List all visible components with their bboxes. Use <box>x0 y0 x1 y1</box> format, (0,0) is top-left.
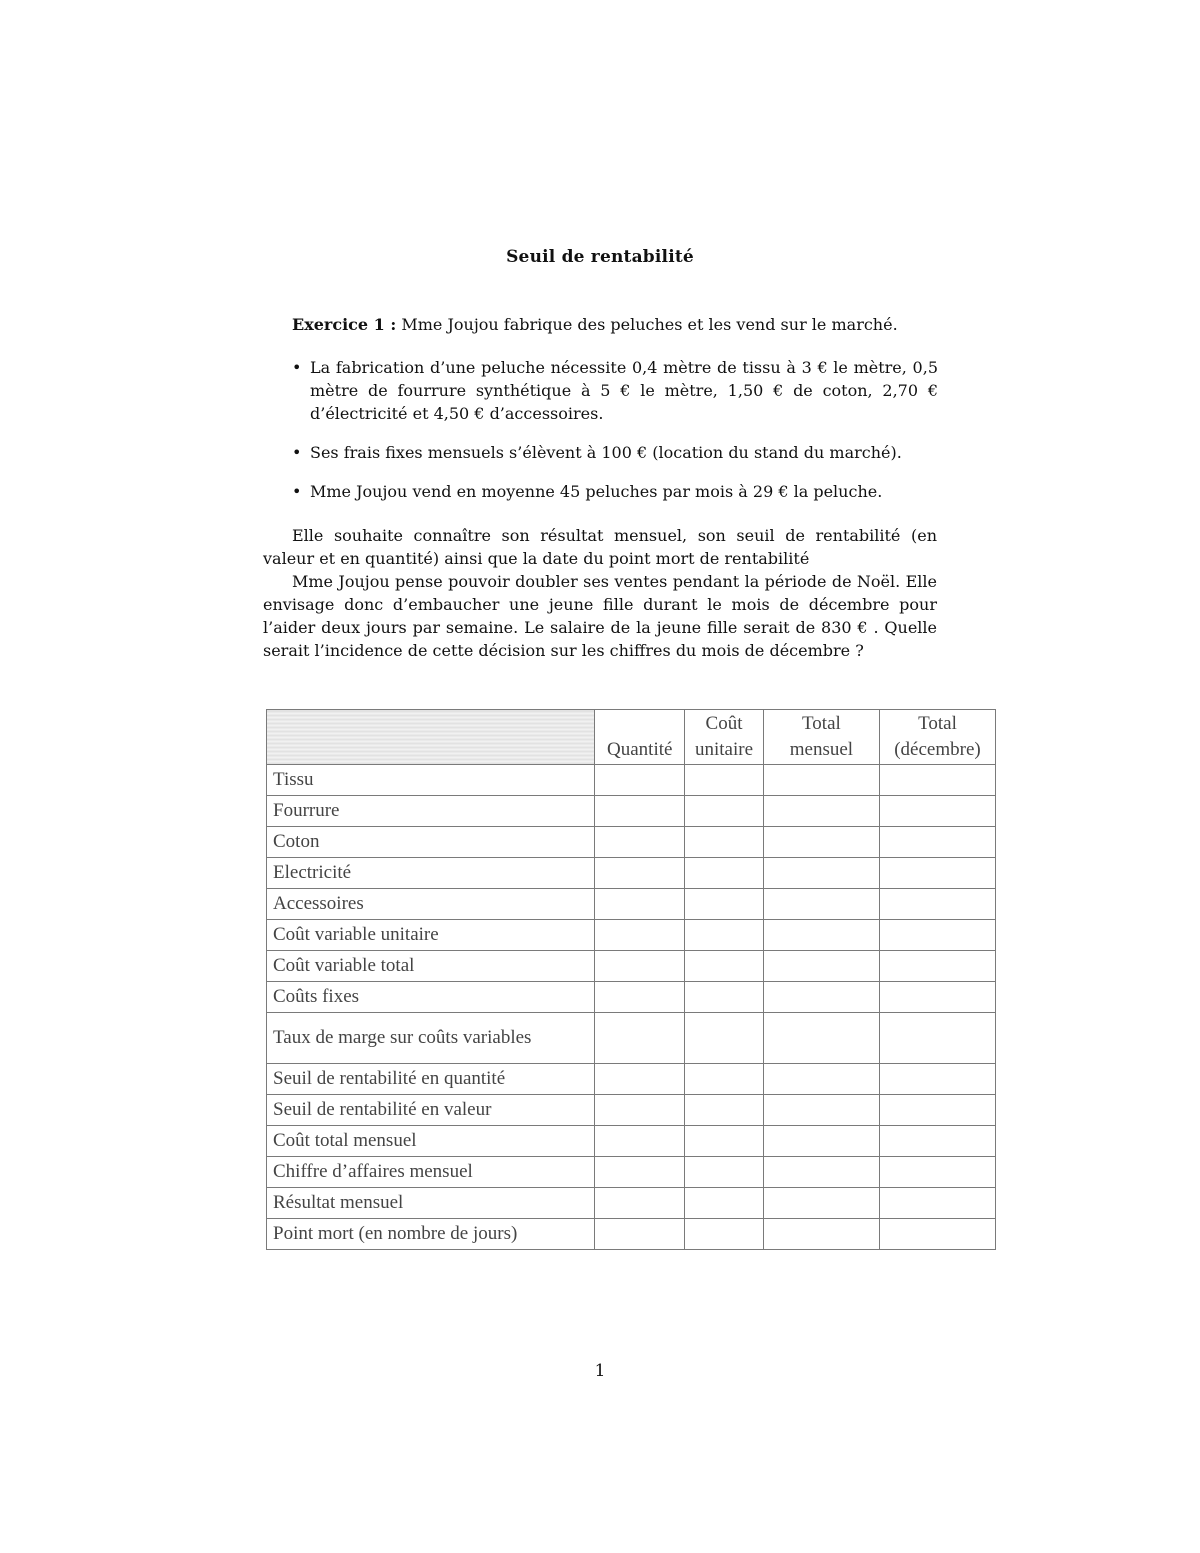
table-row <box>267 1095 996 1126</box>
paragraph: Elle souhaite connaître son résultat mensuel, son seuil de rentabilité (en valeur et en quantité) ainsi que la date du point mort de rentabilité <box>263 526 937 568</box>
table-cell-empty <box>685 827 764 858</box>
page-number: 1 <box>594 1361 606 1381</box>
table-row <box>267 889 996 920</box>
table-cell-empty <box>879 889 995 920</box>
table-cell-empty <box>879 951 995 982</box>
table-row <box>267 1219 996 1250</box>
table-cell-empty <box>595 920 685 951</box>
table-row <box>267 858 996 889</box>
bullet-item <box>292 441 938 464</box>
table-cell-empty <box>595 858 685 889</box>
exercise-intro-text: Mme Joujou fabrique des peluches et les vend sur le marché. <box>401 315 898 334</box>
table-cell-empty <box>763 982 879 1013</box>
table-cell-empty <box>763 1219 879 1250</box>
table-cell-empty <box>879 1064 995 1095</box>
table-cell-empty <box>879 858 995 889</box>
table-row <box>267 982 996 1013</box>
table-cell-empty <box>685 1219 764 1250</box>
table-cell-empty <box>879 1157 995 1188</box>
table-cell-empty <box>685 796 764 827</box>
bullet-icon: • <box>292 443 302 462</box>
row-label: Taux de marge sur coûts variables <box>267 1013 595 1064</box>
table-cell-empty <box>763 951 879 982</box>
table-body <box>267 765 996 1250</box>
table-cell-empty <box>879 982 995 1013</box>
row-label: Coût total mensuel <box>267 1126 595 1157</box>
paragraph: Mme Joujou pense pouvoir doubler ses ventes pendant la période de Noël. Elle envisage donc d’embaucher une jeune fille durant le mois de décembre pour l’aider deux jours par semaine. Le salaire de la jeune fille serait de 830 € . Quelle serait l’incidence de cette décision sur les chiffres du mois de décembre ? <box>263 572 937 660</box>
exercise-label: Exercice 1 : <box>292 315 397 334</box>
table-cell-empty <box>595 1188 685 1219</box>
bullet-icon: • <box>292 482 302 501</box>
table-cell-empty <box>685 858 764 889</box>
table-cell-empty <box>595 889 685 920</box>
table-row <box>267 1013 996 1064</box>
table-cell-empty <box>595 1013 685 1064</box>
table-cell-empty <box>879 1188 995 1219</box>
row-label: Electricité <box>267 858 595 889</box>
table-row <box>267 1126 996 1157</box>
row-label: Résultat mensuel <box>267 1188 595 1219</box>
table-cell-empty <box>763 796 879 827</box>
table-row <box>267 1157 996 1188</box>
row-label: Tissu <box>267 765 595 796</box>
table-cell-empty <box>879 765 995 796</box>
table-header-row <box>267 710 996 765</box>
row-label: Accessoires <box>267 889 595 920</box>
row-label: Chiffre d’affaires mensuel <box>267 1157 595 1188</box>
row-label: Coton <box>267 827 595 858</box>
table-cell-empty <box>685 1188 764 1219</box>
table-cell-empty <box>595 765 685 796</box>
table-cell-empty <box>595 827 685 858</box>
table-cell-empty <box>595 1219 685 1250</box>
table-cell-empty <box>685 765 764 796</box>
table-cell-empty <box>879 1013 995 1064</box>
table-row <box>267 920 996 951</box>
table-cell-empty <box>763 1095 879 1126</box>
table-cell-empty <box>879 920 995 951</box>
table-row <box>267 951 996 982</box>
exercise-paragraphs <box>263 524 937 662</box>
row-label: Fourrure <box>267 796 595 827</box>
row-label: Coût variable unitaire <box>267 920 595 951</box>
table-cell-empty <box>879 1126 995 1157</box>
document-title: Seuil de rentabilité <box>506 247 694 267</box>
table-cell-empty <box>685 1095 764 1126</box>
row-label: Point mort (en nombre de jours) <box>267 1219 595 1250</box>
table-cell-empty <box>595 1095 685 1126</box>
table-cell-empty <box>595 951 685 982</box>
table-row <box>267 827 996 858</box>
table-cell-empty <box>595 982 685 1013</box>
table-row <box>267 1064 996 1095</box>
table-header-total-decembre: Total (décembre) <box>879 710 995 765</box>
table-cell-empty <box>763 889 879 920</box>
bullet-text: La fabrication d’une peluche nécessite 0,4 mètre de tissu à 3 € le mètre, 0,5 mètre de fourrure synthétique à 5 € le mètre, 1,50 € de coton, 2,70 € d’électricité et 4,50 € d’accessoires. <box>310 358 938 423</box>
table-cell-empty <box>685 1064 764 1095</box>
table-cell-empty <box>685 1157 764 1188</box>
data-bullet-list <box>292 356 938 519</box>
table-cell-empty <box>763 920 879 951</box>
table-cell-empty <box>595 1157 685 1188</box>
table-cell-empty <box>879 796 995 827</box>
row-label: Seuil de rentabilité en valeur <box>267 1095 595 1126</box>
table-cell-empty <box>685 920 764 951</box>
table-cell-empty <box>685 1013 764 1064</box>
row-label: Coût variable total <box>267 951 595 982</box>
table-cell-empty <box>763 1157 879 1188</box>
cost-table <box>266 709 996 1250</box>
bullet-text: Mme Joujou vend en moyenne 45 peluches par mois à 29 € la peluche. <box>310 482 883 501</box>
table-cell-empty <box>685 1126 764 1157</box>
table-cell-empty <box>595 1064 685 1095</box>
table-cell-empty <box>763 1013 879 1064</box>
table-cell-empty <box>763 858 879 889</box>
table-cell-empty <box>879 1095 995 1126</box>
table-cell-empty <box>763 765 879 796</box>
table-cell-empty <box>763 1064 879 1095</box>
table-header-quantite: Quantité <box>595 710 685 765</box>
row-label: Seuil de rentabilité en quantité <box>267 1064 595 1095</box>
bullet-item <box>292 480 938 503</box>
table-cell-empty <box>879 827 995 858</box>
table-cell-empty <box>595 796 685 827</box>
bullet-item <box>292 356 938 425</box>
bullet-text: Ses frais fixes mensuels s’élèvent à 100 € (location du stand du marché). <box>310 443 902 462</box>
row-label: Coûts fixes <box>267 982 595 1013</box>
table-cell-empty <box>763 1188 879 1219</box>
table-cell-empty <box>685 951 764 982</box>
exercise-intro <box>292 313 942 336</box>
table-row <box>267 765 996 796</box>
table-row <box>267 796 996 827</box>
table-cell-empty <box>595 1126 685 1157</box>
table-header-blank <box>267 710 595 765</box>
table-cell-empty <box>879 1219 995 1250</box>
table-header-total-mensuel: Total mensuel <box>763 710 879 765</box>
table-cell-empty <box>763 1126 879 1157</box>
table-header-cout-unitaire: Coût unitaire <box>685 710 764 765</box>
table-row <box>267 1188 996 1219</box>
table-cell-empty <box>685 982 764 1013</box>
table-cell-empty <box>763 827 879 858</box>
table-cell-empty <box>685 889 764 920</box>
bullet-icon: • <box>292 358 302 377</box>
